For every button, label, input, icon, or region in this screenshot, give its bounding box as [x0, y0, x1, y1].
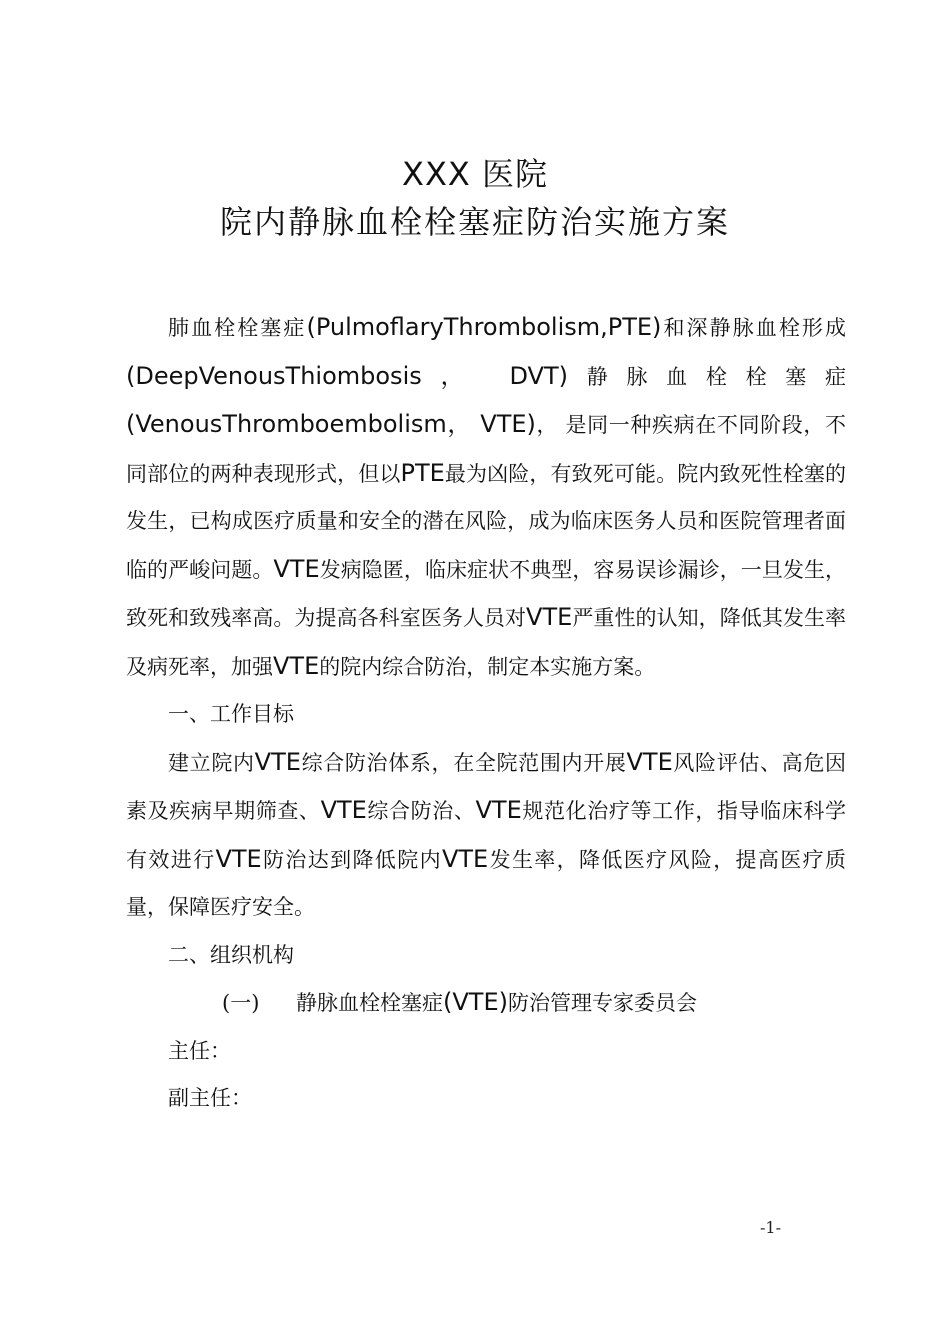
section-heading-goals: 一、工作目标	[168, 702, 294, 726]
section-heading-organization: 二、组织机构	[168, 942, 294, 967]
page-number: -1-	[760, 1218, 781, 1237]
intro-paragraph: 肺血栓栓塞症(PulmoflaryThrombolism,PTE)和深静脉血栓形成(DeepVenousThiombosis， DVT)静脉血栓栓塞症(VenousThromboembolism， VTE)， 是同一种疾病在不同阶段，不同部位的两种表现形式，但以PTE最为凶险，有致死可能。院内致死性栓塞的发生，已构成医疗质量和安全的潜在风险，成为临床医务人员和医院管理者面临的严峻问题。VTE发病隐匿，临床症状不典型，容易误诊漏诊，一旦发生，致死和致残率高。为提高各科室医务人员对VTE严重性的认知，降低其发生率及病死率，加强VTE的院内综合防治，制定本实施方案。	[126, 313, 847, 680]
plan-title: 院内静脉血栓栓塞症防治实施方案	[219, 203, 730, 241]
goals-paragraph: 建立院内VTE综合防治体系，在全院范围内开展VTE风险评估、高危因素及疾病早期筛查、VTE综合防治、VTE规范化治疗等工作，指导临床科学有效进行VTE防治达到降低院内VTE发生率，降低医疗风险，提高医疗质量，保障医疗安全。	[126, 747, 847, 919]
hospital-name: XXX 医院	[402, 155, 548, 193]
subsection-number: (一)	[222, 991, 260, 1015]
subsection-heading-committee: (一) 静脉血栓栓塞症(VTE)防治管理专家委员会	[126, 979, 846, 1028]
document-body	[126, 304, 846, 1123]
document-title	[0, 150, 950, 246]
deputy-director-field: 副主任：	[168, 1086, 252, 1110]
director-field: 主任：	[168, 1038, 231, 1063]
